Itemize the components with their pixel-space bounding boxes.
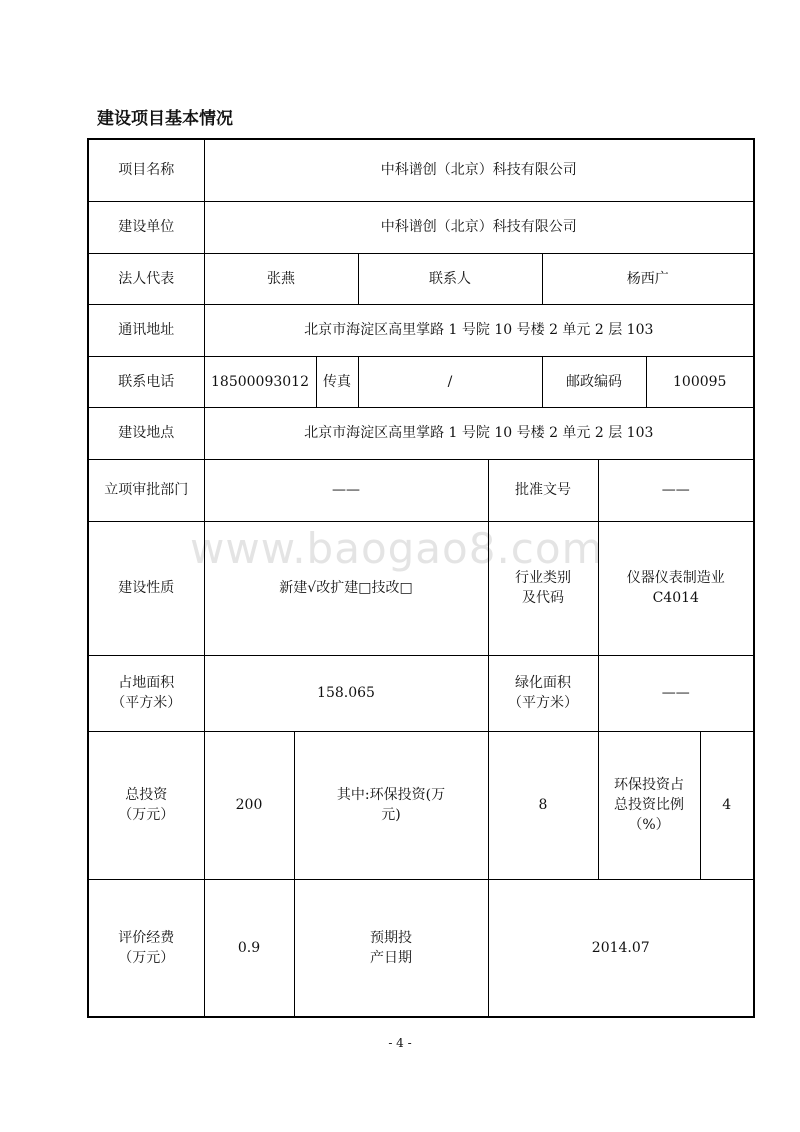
approval-doc-value: —— xyxy=(598,459,754,521)
fax-label: 传真 xyxy=(316,356,358,407)
industry-label: 行业类别 及代码 xyxy=(488,521,598,655)
area-value: 158.065 xyxy=(204,655,488,731)
fee-value: 0.9 xyxy=(204,879,294,1017)
approval-doc-label: 批准文号 xyxy=(488,459,598,521)
fee-label: 评价经费 （万元） xyxy=(88,879,204,1017)
env-ratio-label: 环保投资占 总投资比例 （%） xyxy=(598,731,700,879)
postcode-label: 邮政编码 xyxy=(542,356,646,407)
green-area-value: —— xyxy=(598,655,754,731)
builder-label: 建设单位 xyxy=(88,201,204,253)
watermark: www.baogao8.com xyxy=(190,524,604,573)
legal-rep-value: 张燕 xyxy=(204,253,358,304)
investment-label: 总投资 （万元） xyxy=(88,731,204,879)
industry-value: 仪器仪表制造业 C4014 xyxy=(598,521,754,655)
address-value: 北京市海淀区高里掌路 1 号院 10 号楼 2 单元 2 层 103 xyxy=(204,304,754,356)
project-name-value: 中科谱创（北京）科技有限公司 xyxy=(204,139,754,201)
approval-label: 立项审批部门 xyxy=(88,459,204,521)
table-row xyxy=(88,459,754,521)
legal-rep-label: 法人代表 xyxy=(88,253,204,304)
fax-value: / xyxy=(358,356,542,407)
approval-value: —— xyxy=(204,459,488,521)
page-number: - 4 - xyxy=(388,1036,412,1050)
env-investment-value: 8 xyxy=(488,731,598,879)
table-row xyxy=(88,407,754,459)
project-info-table xyxy=(87,138,755,1018)
contact-value: 杨西广 xyxy=(542,253,754,304)
env-investment-label: 其中:环保投资(万 元) xyxy=(294,731,488,879)
env-ratio-value: 4 xyxy=(700,731,754,879)
contact-label: 联系人 xyxy=(358,253,542,304)
nature-label: 建设性质 xyxy=(88,521,204,655)
production-date-value: 2014.07 xyxy=(488,879,754,1017)
table-row xyxy=(88,655,754,731)
green-area-label: 绿化面积 （平方米） xyxy=(488,655,598,731)
nature-value: 新建√改扩建□技改□ xyxy=(204,521,488,655)
builder-value: 中科谱创（北京）科技有限公司 xyxy=(204,201,754,253)
production-date-label: 预期投 产日期 xyxy=(294,879,488,1017)
postcode-value: 100095 xyxy=(646,356,754,407)
phone-value: 18500093012 xyxy=(204,356,316,407)
table-row xyxy=(88,253,754,304)
project-name-label: 项目名称 xyxy=(88,139,204,201)
table-row xyxy=(88,356,754,407)
site-label: 建设地点 xyxy=(88,407,204,459)
table-row xyxy=(88,304,754,356)
area-label: 占地面积 （平方米） xyxy=(88,655,204,731)
table-row xyxy=(88,879,754,1017)
site-value: 北京市海淀区高里掌路 1 号院 10 号楼 2 单元 2 层 103 xyxy=(204,407,754,459)
address-label: 通讯地址 xyxy=(88,304,204,356)
table-row xyxy=(88,521,754,655)
phone-label: 联系电话 xyxy=(88,356,204,407)
table-row xyxy=(88,139,754,201)
table-row xyxy=(88,201,754,253)
investment-value: 200 xyxy=(204,731,294,879)
table-row xyxy=(88,731,754,879)
section-title: 建设项目基本情况 xyxy=(97,109,233,129)
